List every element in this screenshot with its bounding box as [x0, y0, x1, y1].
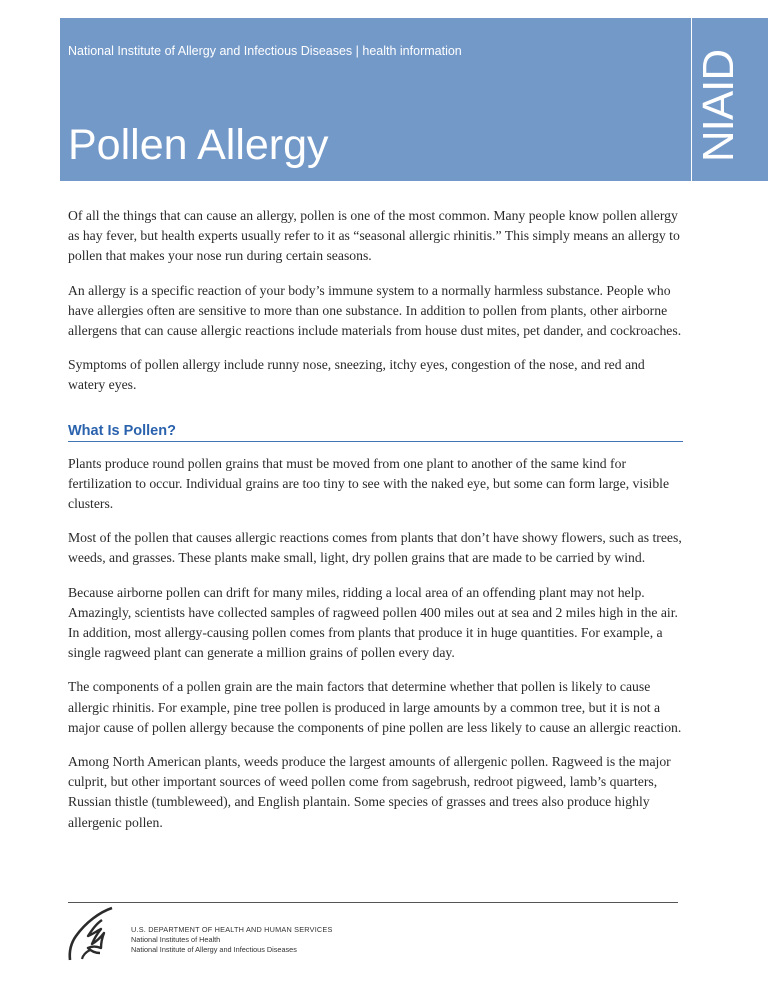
intro-section	[68, 206, 683, 396]
intro-paragraph-2: An allergy is a specific reaction of your body’s immune system to a normally harmless substance. People who have allergies often are sensitive to more than one substance. In addition to pollen from plants, other airborne allergens that can cause allergic reactions include materials from house dust mites, pet dander, and cockroaches.	[68, 282, 682, 339]
section-paragraph-1: Plants produce round pollen grains that must be moved from one plant to another of the same kind for fertilization to occur. Individual grains are too tiny to see with the naked eye, but some can form large, visible clusters.	[68, 455, 670, 512]
footer-agency-block	[131, 925, 333, 955]
section-paragraph-5: Among North American plants, weeds produce the largest amounts of allergenic pollen. Ragweed is the major culprit, but other important sources of weed pollen come from sagebrush, redroot pigweed, lamb’s quarters, Russian thistle (tumbleweed), and English plantain. Some species of grasses and trees also produce highly allergenic pollen.	[68, 754, 671, 830]
page-title: Pollen Allergy	[68, 121, 329, 169]
section-paragraph-4: The components of a pollen grain are the main factors that determine whether that pollen is likely to cause allergic rhinitis. For example, pine tree pollen is produced in large amounts by a common tree, but it is not a major cause of pollen allergy because the components of pine pollen are less likely to cause an allergic reaction.	[68, 679, 682, 735]
section-paragraph-2: Most of the pollen that causes allergic reactions comes from plants that don’t have showy flowers, such as trees, weeds, and grasses. These plants make small, light, dry pollen grains that are made to be carried by wind.	[68, 530, 682, 566]
section-body	[68, 454, 683, 833]
hhs-eagle-icon	[66, 906, 116, 962]
footer-division: National Institute of Allergy and Infectious Diseases	[131, 945, 297, 954]
footer-institute: National Institutes of Health	[131, 935, 221, 944]
header-banner	[60, 18, 691, 181]
header-tagline: National Institute of Allergy and Infectious Diseases | health information	[68, 44, 462, 58]
intro-paragraph-3: Symptoms of pollen allergy include runny nose, sneezing, itchy eyes, congestion of the nose, and red and watery eyes.	[68, 357, 645, 393]
niaid-logo-text: NIAID	[694, 49, 743, 163]
document-body	[68, 206, 683, 847]
intro-paragraph-1: Of all the things that can cause an allergy, pollen is one of the most common. Many people know pollen allergy as hay fever, but health experts usually refer to it as “seasonal allergic rhinitis.” This simply means an allergy to pollen that makes your nose run during certain seasons.	[68, 208, 680, 264]
section-heading: What Is Pollen?	[68, 422, 683, 442]
footer-divider	[68, 902, 678, 903]
footer-department: U.S. DEPARTMENT OF HEALTH AND HUMAN SERVICES	[131, 925, 333, 934]
section-paragraph-3: Because airborne pollen can drift for many miles, ridding a local area of an offending plant may not help. Amazingly, scientists have collected samples of ragweed pollen 400 miles out at sea and 2 miles high in the air. In addition, most allergy-causing pollen comes from plants that produce it in huge quantities. For example, a single ragweed plant can generate a million grains of pollen every day.	[68, 584, 678, 661]
